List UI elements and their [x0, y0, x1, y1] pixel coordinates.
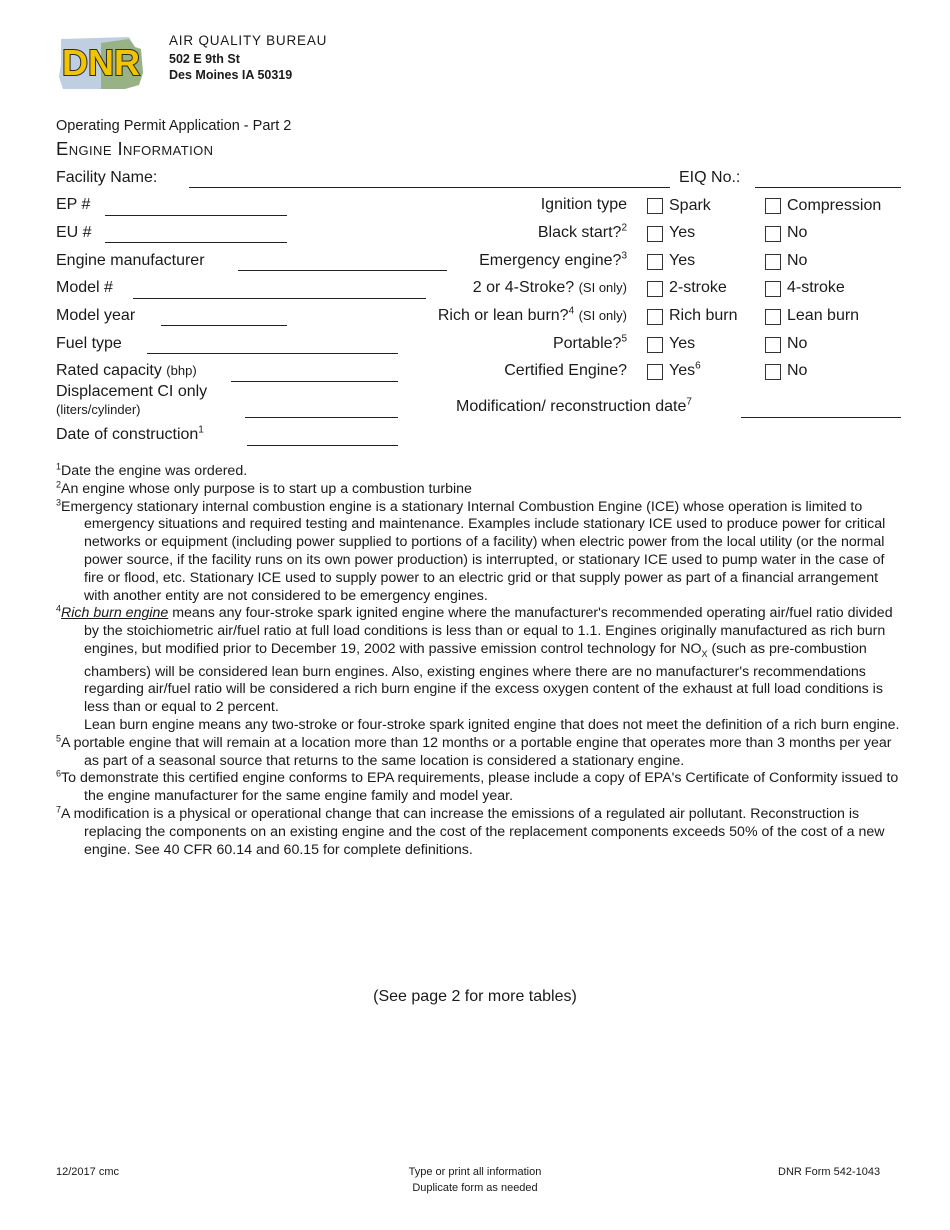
model-label: Model # — [56, 279, 113, 296]
footer-line1: Type or print all information — [408, 1166, 542, 1178]
facility-name-input[interactable] — [189, 187, 670, 188]
black-start-no-checkbox[interactable] — [765, 226, 781, 242]
footnote-4-lean: Lean burn engine means any two-stroke or four-stroke spark ignited engine that does not meet the definition of a rich burn engine. — [84, 716, 900, 733]
footnotes — [56, 463, 906, 859]
model-year-label: Model year — [56, 307, 136, 324]
footnote-5: $^5$A portable engine that will remain at a location more than 12 months or a portable engine that operates more than 3 months per year as part of a seasonal source that returns to the same location is considered a stationary engine. — [56, 733, 892, 769]
emergency-no-label: No — [787, 252, 808, 269]
dnr-logo — [55, 33, 147, 93]
modification-label: Modification/ reconstruction date$^7$ — [456, 396, 692, 415]
rated-capacity-label: Rated capacity (bhp) — [56, 362, 197, 379]
modification-input[interactable] — [741, 417, 901, 418]
date-construction-label: Date of construction$^1$ — [56, 424, 204, 443]
emergency-yes-checkbox[interactable] — [647, 254, 663, 270]
facility-name-label: Facility Name: — [56, 169, 158, 186]
footer-instructions — [350, 1165, 600, 1196]
eu-input[interactable] — [105, 242, 287, 243]
manufacturer-input[interactable] — [238, 270, 447, 271]
burn-lean-label: Lean burn — [787, 307, 860, 324]
black-start-no-label: No — [787, 224, 808, 241]
ignition-spark-label: Spark — [669, 197, 711, 214]
manufacturer-label: Engine manufacturer — [56, 252, 205, 269]
burn-rich-label: Rich burn — [669, 307, 738, 324]
emergency-no-checkbox[interactable] — [765, 254, 781, 270]
model-input[interactable] — [133, 298, 426, 299]
footnote-6: $^6$To demonstrate this certified engine conforms to EPA requirements, please include a copy of EPA's Certificate of Conformity issued to the engine manufacturer for the same engine family and model year. — [56, 768, 899, 805]
emergency-label: Emergency engine?$^3$ — [479, 250, 627, 269]
footer-form-number: DNR Form 542-1043 — [778, 1166, 881, 1178]
footnote-1: $^1$Date the engine was ordered. — [56, 461, 248, 479]
ep-label: EP # — [56, 196, 91, 213]
logo-text: DNR — [62, 42, 140, 83]
certified-label: Certified Engine? — [504, 362, 627, 379]
footnote-4: $^4$Rich burn engine means any four-stroke spark ignited engine where the manufacturer's recommended operating air/fuel ratio divided by the stoichiometric air/fuel ratio at full load conditions is less than or equal to 1.1. Engines originally manufactured as rich burn engines, but modified prior to December 19, 2002 with passive emission control technology for $NO_X$ (such as pre-combustion chambers) will be considered lean burn engines. Also, existing engines where there are no manufacturer's recommendations regarding air/fuel ratio will be considered a rich burn engine if the excess oxygen content of the exhaust at full load conditions is less than or equal to 2 percent. — [56, 603, 893, 716]
stroke-label: 2 or 4-Stroke? (SI only) — [472, 279, 627, 296]
fuel-type-input[interactable] — [147, 353, 398, 354]
address-line1: 502 E 9th St — [169, 52, 240, 66]
fuel-type-label: Fuel type — [56, 335, 122, 352]
black-start-yes-label: Yes — [669, 224, 696, 241]
form-subtitle: Operating Permit Application - Part 2 — [56, 118, 292, 134]
footnote-2: $^2$An engine whose only purpose is to start up a combustion turbine — [56, 479, 472, 497]
black-start-label: Black start?$^2$ — [537, 222, 627, 241]
portable-yes-checkbox[interactable] — [647, 337, 663, 353]
portable-label: Portable?$^5$ — [552, 333, 627, 352]
displacement-unit: (liters/cylinder) — [56, 402, 141, 417]
rated-capacity-input[interactable] — [231, 381, 398, 382]
stroke-2-label: 2-stroke — [669, 279, 727, 296]
certified-yes-label: Yes$^6$ — [669, 360, 701, 379]
certified-no-checkbox[interactable] — [765, 364, 781, 380]
certified-yes-checkbox[interactable] — [647, 364, 663, 380]
footer-line2: Duplicate form as needed — [412, 1181, 538, 1194]
portable-yes-label: Yes — [669, 335, 696, 352]
ep-input[interactable] — [105, 215, 287, 216]
certified-no-label: No — [787, 362, 808, 379]
model-year-input[interactable] — [161, 325, 287, 326]
displacement-input[interactable] — [245, 417, 398, 418]
address-line2: Des Moines IA 50319 — [169, 68, 293, 82]
bureau-name: AIR QUALITY BUREAU — [169, 33, 328, 48]
stroke-4-label: 4-stroke — [787, 279, 845, 296]
burn-rich-checkbox[interactable] — [647, 309, 663, 325]
ignition-compression-label: Compression — [787, 197, 882, 214]
black-start-yes-checkbox[interactable] — [647, 226, 663, 242]
footnote-3: $^3$Emergency stationary internal combustion engine is a stationary Internal Combustion Engine (ICE) whose operation is limited to emergency situations and required testing and maintenance. Examples include stationary ICE used to produce power for critical networks or equipment (including power supplied to portions of a facility) when electric power from the local utility (or the normal power source, if the facility runs on its own power production) is interrupted, or stationary ICE used to pump water in the case of fire or flood, etc. Stationary ICE used to supply power to an electric grid or that supply power as part of a financial arrangement with another entity are not considered to be emergency engines. — [56, 496, 886, 604]
see-more-note: (See page 2 for more tables) — [373, 988, 577, 1005]
eiq-label: EIQ No.: — [679, 169, 741, 186]
stroke-2-checkbox[interactable] — [647, 281, 663, 297]
footnote-7: $^7$A modification is a physical or operational change that can increase the emissions of a regulated air pollutant. Reconstruction is replacing the components on an existing engine and the cost of the replacement components exceeds 50% of the cost of a new engine. See 40 CFR 60.14 and 60.15 for complete definitions. — [56, 804, 885, 858]
ignition-label: Ignition type — [540, 196, 627, 213]
ignition-compression-checkbox[interactable] — [765, 198, 781, 214]
emergency-yes-label: Yes — [669, 252, 696, 269]
displacement-label: Displacement CI only — [56, 383, 208, 400]
eu-label: EU # — [56, 224, 92, 241]
form-title: Engine Information — [56, 138, 214, 159]
burn-label: Rich or lean burn?$^4$ (SI only) — [437, 305, 627, 324]
burn-lean-checkbox[interactable] — [765, 309, 781, 325]
eiq-input[interactable] — [755, 187, 901, 188]
ignition-spark-checkbox[interactable] — [647, 198, 663, 214]
footer-date: 12/2017 cmc — [56, 1166, 119, 1178]
portable-no-checkbox[interactable] — [765, 337, 781, 353]
date-construction-input[interactable] — [247, 445, 398, 446]
stroke-4-checkbox[interactable] — [765, 281, 781, 297]
portable-no-label: No — [787, 335, 808, 352]
